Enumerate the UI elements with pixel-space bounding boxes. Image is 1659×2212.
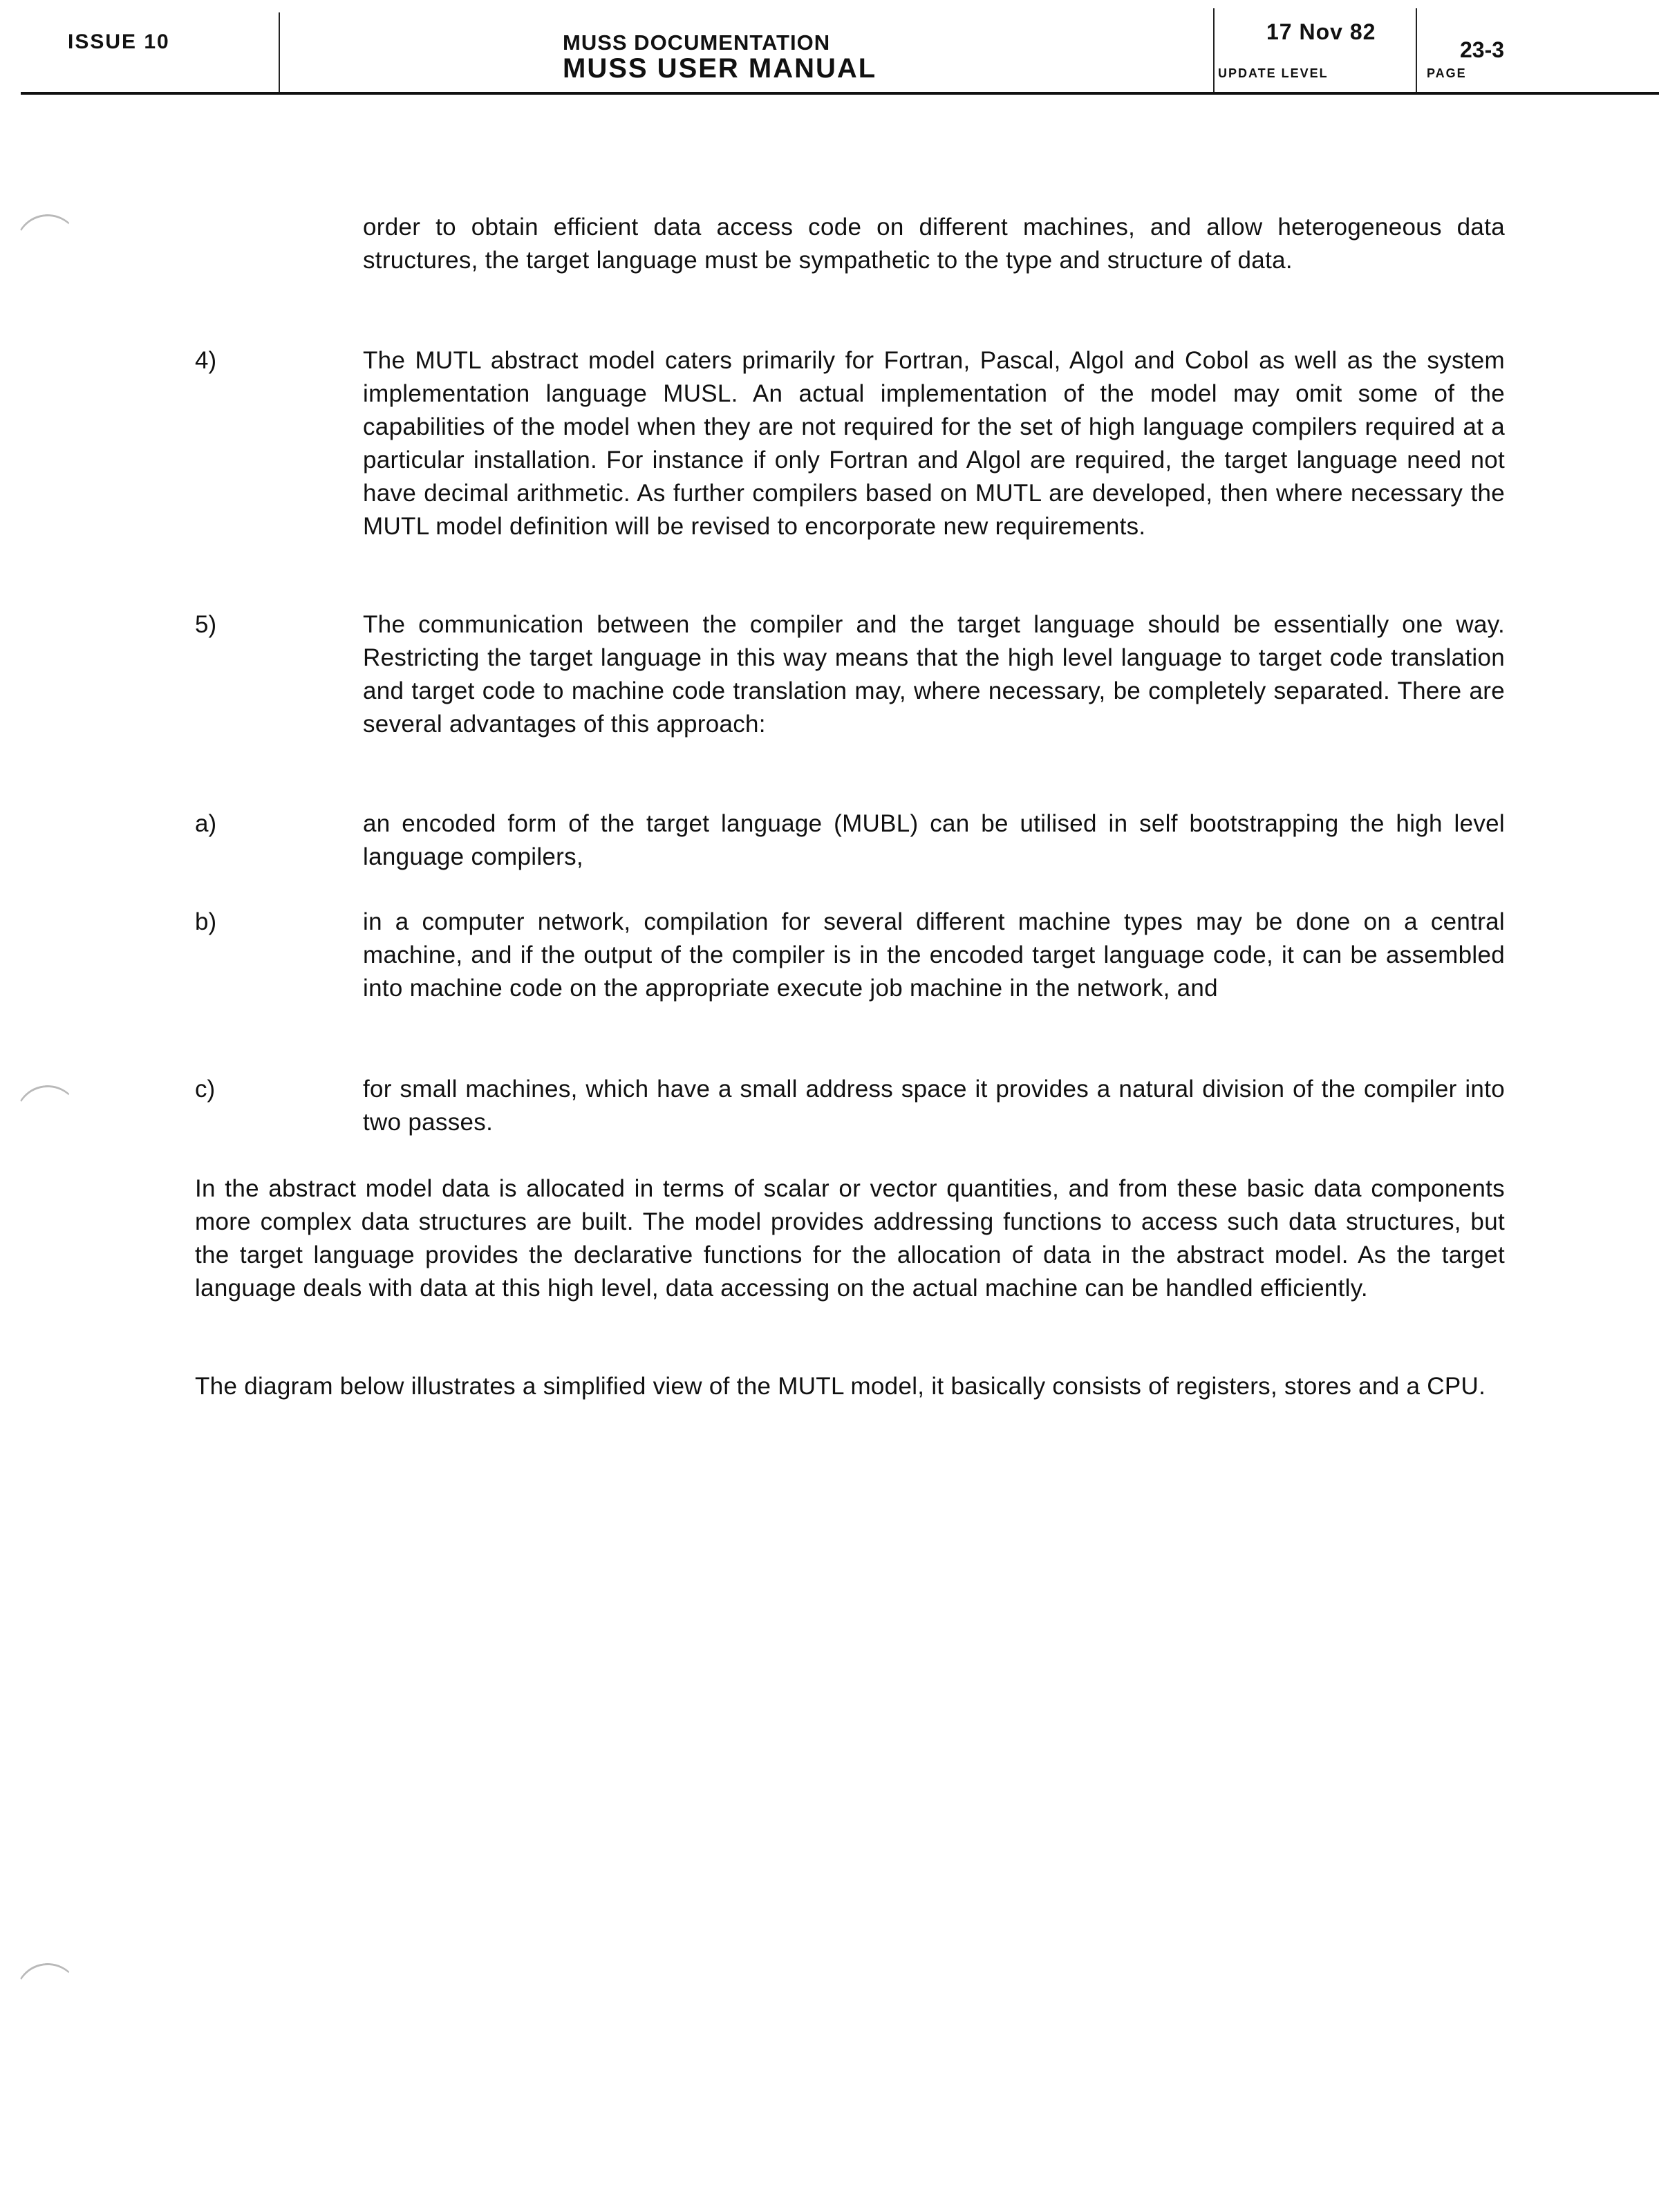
page-number: 23-3 xyxy=(1460,37,1505,62)
continuation-paragraph: order to obtain efficient data access code on different machines, and allow heterogeneous data structures, the target language must be sympathetic to the type and structure of data. xyxy=(363,214,1505,274)
lettered-item-text: an encoded form of the target language (MUBL) can be utilised in self bootstrapping the high level language compilers, xyxy=(363,810,1505,870)
item-label: a) xyxy=(195,810,217,837)
item-label: c) xyxy=(195,1076,216,1103)
header-rule xyxy=(21,92,1659,95)
hole-punch-mark xyxy=(11,210,84,284)
lettered-item-text: for small machines, which have a small address space it provides a natural division of the compiler into two passes. xyxy=(363,1076,1505,1136)
item-label: 5) xyxy=(195,611,217,638)
item-label: b) xyxy=(195,908,217,935)
hole-punch-mark xyxy=(11,1081,84,1155)
document-title: MUSS USER MANUAL xyxy=(563,53,877,84)
page-label: PAGE xyxy=(1427,66,1467,80)
page-header xyxy=(0,0,1659,95)
issue-number: ISSUE 10 xyxy=(68,30,170,53)
body-paragraph: In the abstract model data is allocated in terms of scalar or vector quantities, and from these basic data components more complex data structures are built. The model provides addressing functions to access such data structures, but the target language provides the declarative functions for the allocation of data in the abstract model. As the target language deals with data at this high level, data accessing on the actual machine can be handled efficiently. xyxy=(195,1175,1505,1302)
update-level-label: UPDATE LEVEL xyxy=(1218,66,1329,80)
header-divider xyxy=(279,12,280,93)
document-title-block xyxy=(563,32,877,82)
numbered-item-text: The MUTL abstract model caters primarily for Fortran, Pascal, Algol and Cobol as well as the system implementation language MUSL. An actual implementation of the model may omit some of the capabilities of the model when they are not required for the set of high language compilers required at a particular installation. For instance if only Fortran and Algol are required, the target language need not have decimal arithmetic. As further compilers based on MUTL are developed, then where necessary the MUTL model definition will be revised to encorporate new requirements. xyxy=(363,347,1505,540)
item-label: 4) xyxy=(195,347,217,374)
update-date: 17 Nov 82 xyxy=(1266,19,1376,44)
lettered-item-text: in a computer network, compilation for several different machine types may be done on a central machine, and if the output of the compiler is in the encoded target language code, it can be assembled into machine code on the appropriate execute job machine in the network, and xyxy=(363,908,1505,1002)
hole-punch-mark xyxy=(11,1959,84,2033)
document-series: MUSS DOCUMENTATION xyxy=(563,30,831,55)
header-divider xyxy=(1416,8,1417,93)
header-divider xyxy=(1213,8,1215,93)
body-paragraph: The diagram below illustrates a simplified view of the MUTL model, it basically consists of registers, stores and a CPU. xyxy=(195,1373,1486,1400)
numbered-item-text: The communication between the compiler and the target language should be essentially one way. Restricting the target language in this way means that the high level language to target code translation and target code to machine code translation may, where necessary, be completely separated. There are several advantages of this approach: xyxy=(363,611,1505,738)
